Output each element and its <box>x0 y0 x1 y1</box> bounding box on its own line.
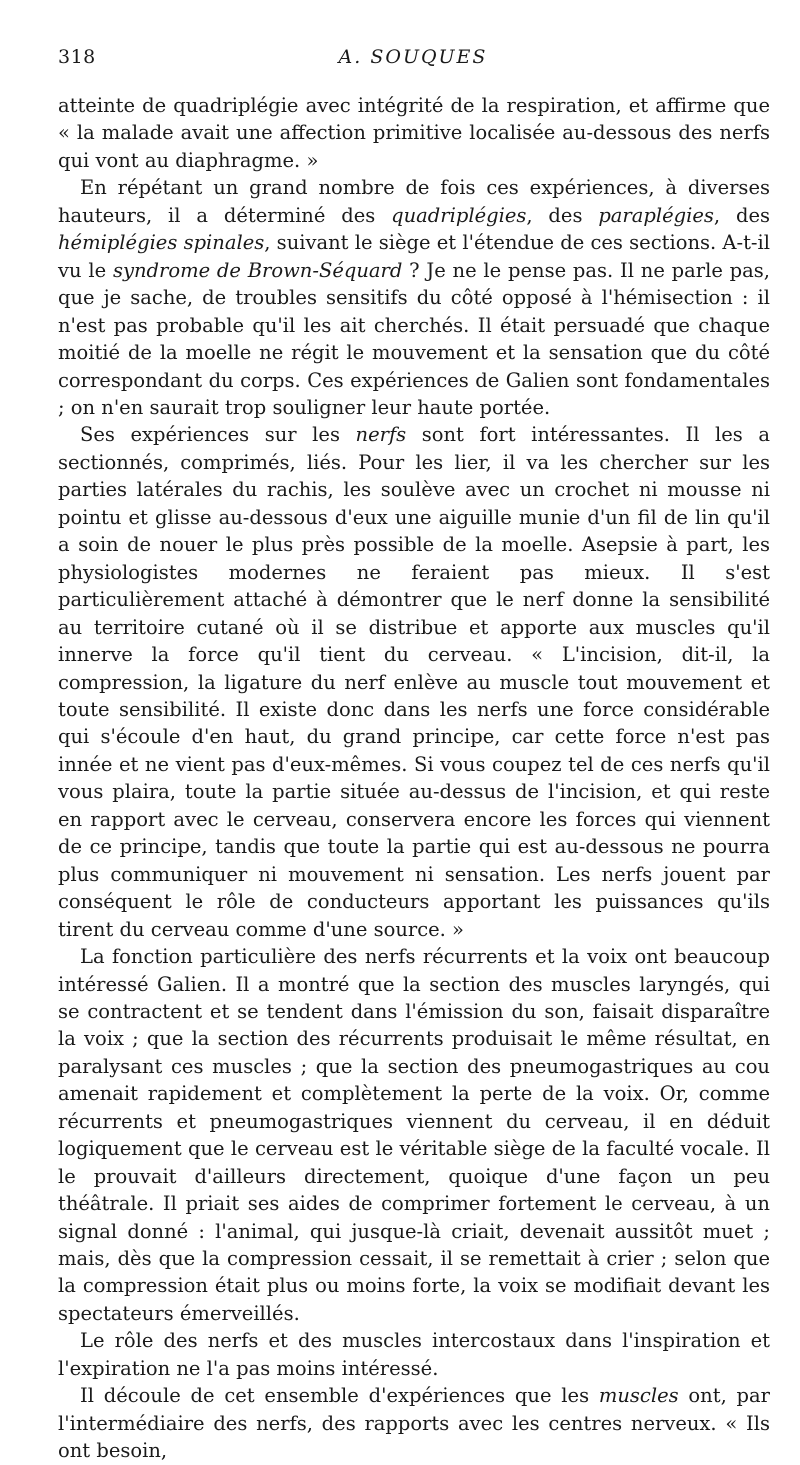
text-run: Il découle de cet ensemble d'expériences que les <box>80 1384 599 1408</box>
paragraph <box>58 174 770 421</box>
running-title: A. SOUQUES <box>338 46 488 68</box>
paragraph <box>58 1327 770 1382</box>
italic-text: muscles <box>598 1384 679 1408</box>
paragraph <box>58 1382 770 1464</box>
text-run: atteinte de quadriplégie avec intégrité de la respiration, et affirme que « la malade avait une affection primitive localisée au-dessous des nerfs qui vont au diaphragme. » <box>58 94 770 172</box>
page-number: 318 <box>58 46 96 68</box>
text-run: , suivant le siège et l'étendue de ces sections. A-t-il vu le <box>58 231 770 282</box>
text-run: ? Je ne le pense pas. Il ne parle pas, que je sache, de troubles sensitifs du côté opposé à l'hémisection : il n'est pas probable qu'il les ait cherchés. Il était persuadé que chaque moitié de la moelle ne régit le mouvement et la sensation que du côté correspondant du corps. Ces expériences de Galien sont fondamentales ; on n'en saurait trop souligner leur haute portée. <box>58 258 770 419</box>
text-run: Le rôle des nerfs et des muscles intercostaux dans l'inspiration et l'expiration ne l'a pas moins intéressé. <box>58 1329 770 1380</box>
text-run: sont fort intéressantes. Il les a sectionnés, comprimés, liés. Pour les lier, il va les chercher sur les parties latérales du rachis, les soulève avec un crochet ni mousse ni pointu et glisse au-dessous d'eux une aiguille munie d'un fil de lin qu'il a soin de nouer le plus près possible de la moelle. Asepsie à part, les physiologistes modernes ne feraient pas mieux. Il s'est particulièrement attaché à démontrer que le nerf donne la sensibilité au territoire cutané où il se distribue et apporte aux muscles qu'il innerve la force qu'il tient du cerveau. « L'incision, dit-il, la compression, la ligature du nerf enlève au muscle tout mouvement et toute sensibilité. Il existe donc dans les nerfs une force considérable qui s'écoule d'en haut, du grand principe, car cette force n'est pas innée et ne vient pas d'eux-mêmes. Si vous coupez tel de ces nerfs qu'il vous plaira, toute la partie située au-dessus de l'incision, et qui reste en rapport avec le cerveau, conservera encore les forces qui viennent de ce principe, tandis que toute la partie qui est au-dessous ne pourra plus communiquer ni mouvement ni sensation. Les nerfs jouent par conséquent le rôle de conducteurs apportant les puissances qu'ils tirent du cerveau comme d'une source. » <box>58 423 770 941</box>
text-run: ont, par l'intermédiaire des nerfs, des rapports avec les centres nerveux. « Ils ont besoin, <box>58 1384 770 1463</box>
running-head <box>58 46 768 72</box>
text-run: La fonction particulière des nerfs récurrents et la voix ont beaucoup intéressé Galien. Il a montré que la section des muscles laryngés, qui se contractent et se tendent dans l'émission du son, faisait disparaître la voix ; que la section des récurrents produisait le même résultat, en paralysant ces muscles ; que la section des pneumogastriques au cou amenait rapidement et complètement la perte de la voix. Or, comme récurrents et pneumogastriques viennent du cerveau, il en déduit logiquement que le cerveau est le véritable siège de la faculté vocale. Il le prouvait d'ailleurs directement, quoique d'une façon un peu théâtrale. Il priait ses aides de comprimer fortement le cerveau, à un signal donné : l'animal, qui jusque-là criait, devenait aussitôt muet ; mais, dès que la compression cessait, il se remettait à crier ; selon que la compression était plus ou moins forte, la voix se modifiait devant les spectateurs émerveillés. <box>58 945 770 1325</box>
text-run: , des <box>713 203 770 227</box>
paragraph <box>58 943 770 1327</box>
italic-text: hémiplégies spinales <box>58 231 265 255</box>
italic-text: syndrome de Brown-Séquard <box>112 258 403 282</box>
text-run: Ses expériences sur les <box>80 423 356 447</box>
paragraph <box>58 92 770 174</box>
italic-text: nerfs <box>355 423 407 447</box>
italic-text: quadriplégies <box>391 203 527 227</box>
paragraph <box>58 421 770 943</box>
text-run: En répétant un grand nombre de fois ces expériences, à diverses hauteurs, il a déterminé des <box>58 176 770 227</box>
italic-text: paraplégies <box>598 203 714 227</box>
text-run: , des <box>526 203 599 227</box>
body-text <box>58 92 770 1465</box>
